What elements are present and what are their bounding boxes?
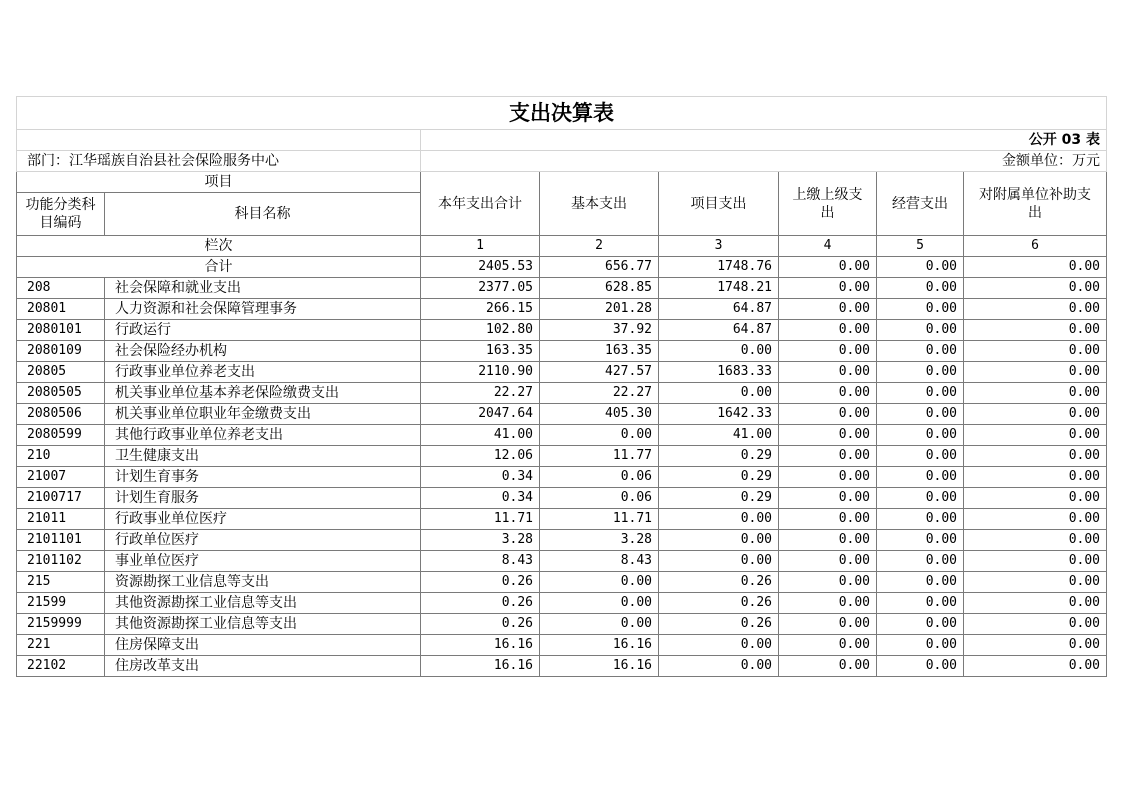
row-code: 221 [17,635,105,656]
row-subsidy: 0.00 [964,383,1107,404]
row-total: 12.06 [421,446,540,467]
row-total: 0.26 [421,614,540,635]
seq-5: 5 [877,236,964,257]
table-row [17,551,1107,572]
header-item: 项目 [17,172,421,193]
row-subsidy: 0.00 [964,341,1107,362]
row-total: 2110.90 [421,362,540,383]
row-project: 0.26 [659,614,779,635]
row-project: 0.29 [659,488,779,509]
row-total: 102.80 [421,320,540,341]
row-business: 0.00 [877,656,964,677]
row-upper: 0.00 [779,635,877,656]
row-upper: 0.00 [779,488,877,509]
row-basic: 427.57 [540,362,659,383]
row-code: 2080506 [17,404,105,425]
table-row [17,362,1107,383]
row-business: 0.00 [877,362,964,383]
row-project: 0.00 [659,509,779,530]
row-upper: 0.00 [779,320,877,341]
row-total: 0.34 [421,488,540,509]
expenditure-table [16,96,1107,677]
row-total: 16.16 [421,656,540,677]
row-upper: 0.00 [779,656,877,677]
row-basic: 8.43 [540,551,659,572]
table-row [17,341,1107,362]
row-project: 0.00 [659,383,779,404]
table-row [17,656,1107,677]
row-project: 1642.33 [659,404,779,425]
row-basic: 0.06 [540,467,659,488]
row-business: 0.00 [877,593,964,614]
row-project: 0.26 [659,593,779,614]
row-project: 0.29 [659,446,779,467]
row-business: 0.00 [877,488,964,509]
row-business: 0.00 [877,299,964,320]
row-basic: 0.00 [540,425,659,446]
row-total: 11.71 [421,509,540,530]
row-business: 0.00 [877,341,964,362]
row-code: 2080101 [17,320,105,341]
seq-3: 3 [659,236,779,257]
row-subsidy: 0.00 [964,572,1107,593]
row-name: 行政运行 [105,320,421,341]
seq-1: 1 [421,236,540,257]
row-business: 0.00 [877,404,964,425]
row-basic: 0.06 [540,488,659,509]
row-subsidy: 0.00 [964,446,1107,467]
department-label: 部门：江华瑶族自治县社会保险服务中心 [17,151,421,172]
row-name: 其他行政事业单位养老支出 [105,425,421,446]
row-upper: 0.00 [779,299,877,320]
header-basic: 基本支出 [540,172,659,236]
seq-label: 栏次 [17,236,421,257]
row-upper: 0.00 [779,530,877,551]
header-project: 项目支出 [659,172,779,236]
row-code: 2100717 [17,488,105,509]
row-total: 266.15 [421,299,540,320]
table-row [17,530,1107,551]
row-subsidy: 0.00 [964,425,1107,446]
row-business: 0.00 [877,446,964,467]
header-upper: 上缴上级支出 [779,172,877,236]
header-name: 科目名称 [105,193,421,236]
row-subsidy: 0.00 [964,551,1107,572]
table-row [17,446,1107,467]
row-upper: 0.00 [779,551,877,572]
row-basic: 628.85 [540,278,659,299]
summary-project: 1748.76 [659,257,779,278]
row-name: 住房保障支出 [105,635,421,656]
row-total: 0.26 [421,593,540,614]
row-project: 0.00 [659,341,779,362]
table-row [17,383,1107,404]
row-name: 人力资源和社会保障管理事务 [105,299,421,320]
row-basic: 37.92 [540,320,659,341]
row-basic: 405.30 [540,404,659,425]
table-row [17,635,1107,656]
table-title: 支出决算表 [17,97,1107,130]
row-name: 住房改革支出 [105,656,421,677]
seq-4: 4 [779,236,877,257]
header-total: 本年支出合计 [421,172,540,236]
row-total: 0.26 [421,572,540,593]
row-project: 0.00 [659,530,779,551]
row-code: 2080505 [17,383,105,404]
row-name: 计划生育事务 [105,467,421,488]
row-upper: 0.00 [779,467,877,488]
row-code: 208 [17,278,105,299]
seq-2: 2 [540,236,659,257]
row-code: 20805 [17,362,105,383]
row-upper: 0.00 [779,341,877,362]
row-business: 0.00 [877,509,964,530]
row-business: 0.00 [877,467,964,488]
table-row [17,467,1107,488]
row-basic: 11.71 [540,509,659,530]
row-project: 0.00 [659,656,779,677]
row-name: 行政事业单位医疗 [105,509,421,530]
row-subsidy: 0.00 [964,362,1107,383]
row-total: 3.28 [421,530,540,551]
row-name: 其他资源勘探工业信息等支出 [105,593,421,614]
row-name: 社会保险经办机构 [105,341,421,362]
row-upper: 0.00 [779,425,877,446]
summary-basic: 656.77 [540,257,659,278]
row-project: 1748.21 [659,278,779,299]
row-business: 0.00 [877,425,964,446]
row-code: 2101102 [17,551,105,572]
row-project: 0.00 [659,635,779,656]
row-subsidy: 0.00 [964,320,1107,341]
row-upper: 0.00 [779,572,877,593]
row-project: 64.87 [659,299,779,320]
row-subsidy: 0.00 [964,593,1107,614]
row-project: 0.26 [659,572,779,593]
row-name: 机关事业单位职业年金缴费支出 [105,404,421,425]
header-business: 经营支出 [877,172,964,236]
row-code: 21007 [17,467,105,488]
row-subsidy: 0.00 [964,509,1107,530]
row-business: 0.00 [877,614,964,635]
row-total: 0.34 [421,467,540,488]
row-upper: 0.00 [779,362,877,383]
row-code: 2101101 [17,530,105,551]
row-code: 21599 [17,593,105,614]
row-name: 卫生健康支出 [105,446,421,467]
expenditure-statement-sheet [16,96,1106,677]
row-code: 2159999 [17,614,105,635]
row-basic: 11.77 [540,446,659,467]
row-project: 1683.33 [659,362,779,383]
row-upper: 0.00 [779,509,877,530]
row-project: 0.00 [659,551,779,572]
row-upper: 0.00 [779,446,877,467]
row-name: 其他资源勘探工业信息等支出 [105,614,421,635]
row-upper: 0.00 [779,278,877,299]
row-subsidy: 0.00 [964,635,1107,656]
row-total: 8.43 [421,551,540,572]
row-code: 215 [17,572,105,593]
row-subsidy: 0.00 [964,278,1107,299]
row-upper: 0.00 [779,614,877,635]
row-name: 计划生育服务 [105,488,421,509]
row-subsidy: 0.00 [964,404,1107,425]
row-total: 41.00 [421,425,540,446]
row-name: 事业单位医疗 [105,551,421,572]
table-row [17,425,1107,446]
table-row [17,593,1107,614]
row-total: 22.27 [421,383,540,404]
row-name: 资源勘探工业信息等支出 [105,572,421,593]
header-code: 功能分类科目编码 [17,193,105,236]
row-business: 0.00 [877,572,964,593]
row-subsidy: 0.00 [964,467,1107,488]
row-subsidy: 0.00 [964,299,1107,320]
form-number: 公开 03 表 [421,130,1107,151]
row-project: 41.00 [659,425,779,446]
row-total: 163.35 [421,341,540,362]
row-name: 行政单位医疗 [105,530,421,551]
table-row [17,404,1107,425]
row-code: 22102 [17,656,105,677]
table-row [17,509,1107,530]
row-business: 0.00 [877,551,964,572]
row-subsidy: 0.00 [964,614,1107,635]
row-project: 0.29 [659,467,779,488]
amount-unit: 金额单位：万元 [421,151,1107,172]
row-upper: 0.00 [779,383,877,404]
summary-total: 2405.53 [421,257,540,278]
row-basic: 3.28 [540,530,659,551]
row-basic: 0.00 [540,614,659,635]
row-upper: 0.00 [779,593,877,614]
row-subsidy: 0.00 [964,530,1107,551]
row-total: 2047.64 [421,404,540,425]
row-basic: 16.16 [540,656,659,677]
row-business: 0.00 [877,278,964,299]
row-basic: 163.35 [540,341,659,362]
row-basic: 0.00 [540,572,659,593]
header-subsidy: 对附属单位补助支出 [964,172,1107,236]
row-name: 机关事业单位基本养老保险缴费支出 [105,383,421,404]
summary-upper: 0.00 [779,257,877,278]
summary-business: 0.00 [877,257,964,278]
row-total: 16.16 [421,635,540,656]
summary-label: 合计 [17,257,421,278]
table-row [17,320,1107,341]
row-total: 2377.05 [421,278,540,299]
table-row [17,488,1107,509]
table-row [17,614,1107,635]
row-business: 0.00 [877,383,964,404]
row-code: 210 [17,446,105,467]
row-business: 0.00 [877,530,964,551]
table-row [17,299,1107,320]
row-basic: 22.27 [540,383,659,404]
row-code: 2080109 [17,341,105,362]
row-business: 0.00 [877,320,964,341]
row-name: 行政事业单位养老支出 [105,362,421,383]
row-name: 社会保障和就业支出 [105,278,421,299]
summary-row [17,257,1107,278]
row-code: 20801 [17,299,105,320]
row-business: 0.00 [877,635,964,656]
row-code: 21011 [17,509,105,530]
row-project: 64.87 [659,320,779,341]
row-basic: 201.28 [540,299,659,320]
row-upper: 0.00 [779,404,877,425]
summary-subsidy: 0.00 [964,257,1107,278]
table-row [17,278,1107,299]
table-row [17,572,1107,593]
seq-6: 6 [964,236,1107,257]
row-subsidy: 0.00 [964,656,1107,677]
row-basic: 16.16 [540,635,659,656]
row-subsidy: 0.00 [964,488,1107,509]
row-code: 2080599 [17,425,105,446]
row-basic: 0.00 [540,593,659,614]
